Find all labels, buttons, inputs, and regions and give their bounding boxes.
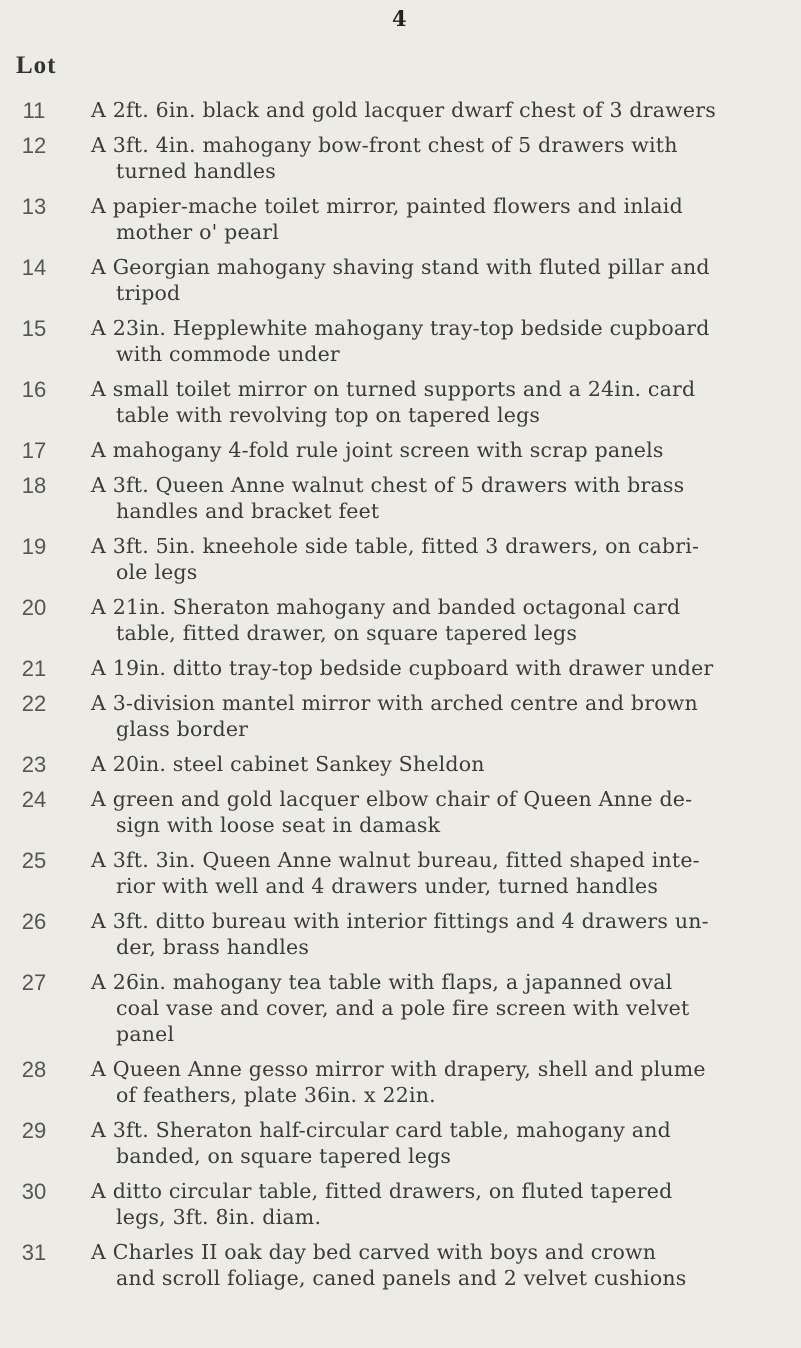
description-line: A 3ft. Queen Anne walnut chest of 5 drawers with brass [91, 473, 685, 497]
lot-number: 11 [22, 98, 46, 123]
lot-description [91, 969, 793, 1047]
description-line: rior with well and 4 drawers under, turned handles [116, 874, 659, 898]
description-line: A papier-mache toilet mirror, painted flowers and inlaid [91, 194, 683, 218]
lot-description [91, 97, 793, 123]
lot-description [91, 254, 793, 306]
lot-number: 13 [21, 194, 47, 219]
lot-number: 31 [21, 1240, 47, 1265]
description-line: A Queen Anne gesso mirror with drapery, shell and plume [91, 1057, 706, 1081]
description-line: A 21in. Sheraton mahogany and banded octagonal card [91, 595, 681, 619]
lot-number: 17 [21, 438, 47, 463]
description-line: A 23in. Hepplewhite mahogany tray-top bedside cupboard [91, 316, 710, 340]
description-line: A green and gold lacquer elbow chair of Queen Anne de- [91, 787, 693, 811]
lot-number: 28 [21, 1057, 47, 1082]
description-line: and scroll foliage, caned panels and 2 velvet cushions [116, 1266, 687, 1290]
lot-number: 30 [21, 1179, 47, 1204]
lot-description [91, 690, 793, 742]
lot-number: 26 [21, 909, 47, 934]
lot-number: 27 [21, 970, 47, 995]
description-line: handles and bracket feet [116, 499, 380, 523]
lot-description [91, 193, 793, 245]
lot-description [91, 376, 793, 428]
lot-description [91, 533, 793, 585]
lot-number: 16 [21, 377, 47, 402]
description-line: turned handles [116, 159, 276, 183]
lot-number: 14 [21, 255, 47, 280]
description-line: coal vase and cover, and a pole fire screen with velvet [116, 996, 690, 1020]
lot-description [91, 1178, 793, 1230]
lot-number: 23 [21, 752, 47, 777]
lot-description [91, 1056, 793, 1108]
lot-description [91, 908, 793, 960]
lot-number: 22 [21, 691, 47, 716]
lot-description [91, 786, 793, 838]
description-line: A small toilet mirror on turned supports and a 24in. card [91, 377, 696, 401]
description-line: sign with loose seat in damask [116, 813, 441, 837]
description-line: A 19in. ditto tray-top bedside cupboard with drawer under [91, 656, 714, 680]
lot-number: 29 [21, 1118, 47, 1143]
description-line: A 3ft. 4in. mahogany bow-front chest of 5 drawers with [91, 133, 678, 157]
lot-description [91, 315, 793, 367]
description-line: tripod [116, 281, 181, 305]
description-line: table with revolving top on tapered legs [116, 403, 541, 427]
description-line: glass border [116, 717, 249, 741]
lot-number: 21 [21, 656, 47, 681]
description-line: ole legs [116, 560, 198, 584]
description-line: A 3ft. 5in. kneehole side table, fitted 3 drawers, on cabri- [91, 534, 700, 558]
description-line: mother o' pearl [116, 220, 279, 244]
description-line: banded, on square tapered legs [116, 1144, 452, 1168]
description-line: A mahogany 4-fold rule joint screen with scrap panels [91, 438, 664, 462]
description-line: A Georgian mahogany shaving stand with fluted pillar and [91, 255, 710, 279]
description-line: der, brass handles [116, 935, 310, 959]
description-line: A Charles II oak day bed carved with boys and crown [91, 1240, 657, 1264]
description-line: table, fitted drawer, on square tapered legs [116, 621, 578, 645]
lot-description [91, 1117, 793, 1169]
lot-description [91, 437, 793, 463]
description-line: A 3ft. ditto bureau with interior fittings and 4 drawers un- [91, 909, 709, 933]
lot-number: 18 [21, 473, 47, 498]
description-line: A 3ft. 3in. Queen Anne walnut bureau, fitted shaped inte- [91, 848, 700, 872]
lot-description [91, 1239, 793, 1291]
description-line: legs, 3ft. 8in. diam. [116, 1205, 322, 1229]
description-line: A 20in. steel cabinet Sankey Sheldon [91, 752, 485, 776]
lot-number: 25 [21, 848, 47, 873]
description-line: A 3-division mantel mirror with arched centre and brown [91, 691, 698, 715]
lot-description [91, 594, 793, 646]
description-line: panel [116, 1022, 175, 1046]
lot-description [91, 751, 793, 777]
description-line: of feathers, plate 36in. x 22in. [116, 1083, 436, 1107]
lot-number: 19 [21, 534, 47, 559]
lot-number: 12 [21, 133, 47, 158]
lot-description [91, 655, 793, 681]
lot-description [91, 847, 793, 899]
lot-number: 24 [21, 787, 47, 812]
description-line: A 3ft. Sheraton half-circular card table, mahogany and [91, 1118, 671, 1142]
lot-description [91, 472, 793, 524]
description-line: A ditto circular table, fitted drawers, on fluted tapered [91, 1179, 673, 1203]
lot-description [91, 132, 793, 184]
lot-column-heading: Lot [16, 52, 57, 79]
page-number: 4 [392, 6, 407, 31]
description-line: A 2ft. 6in. black and gold lacquer dwarf chest of 3 drawers [91, 98, 716, 122]
description-line: A 26in. mahogany tea table with flaps, a japanned oval [91, 970, 673, 994]
lot-number: 20 [21, 595, 47, 620]
lot-number: 15 [21, 316, 47, 341]
description-line: with commode under [116, 342, 340, 366]
